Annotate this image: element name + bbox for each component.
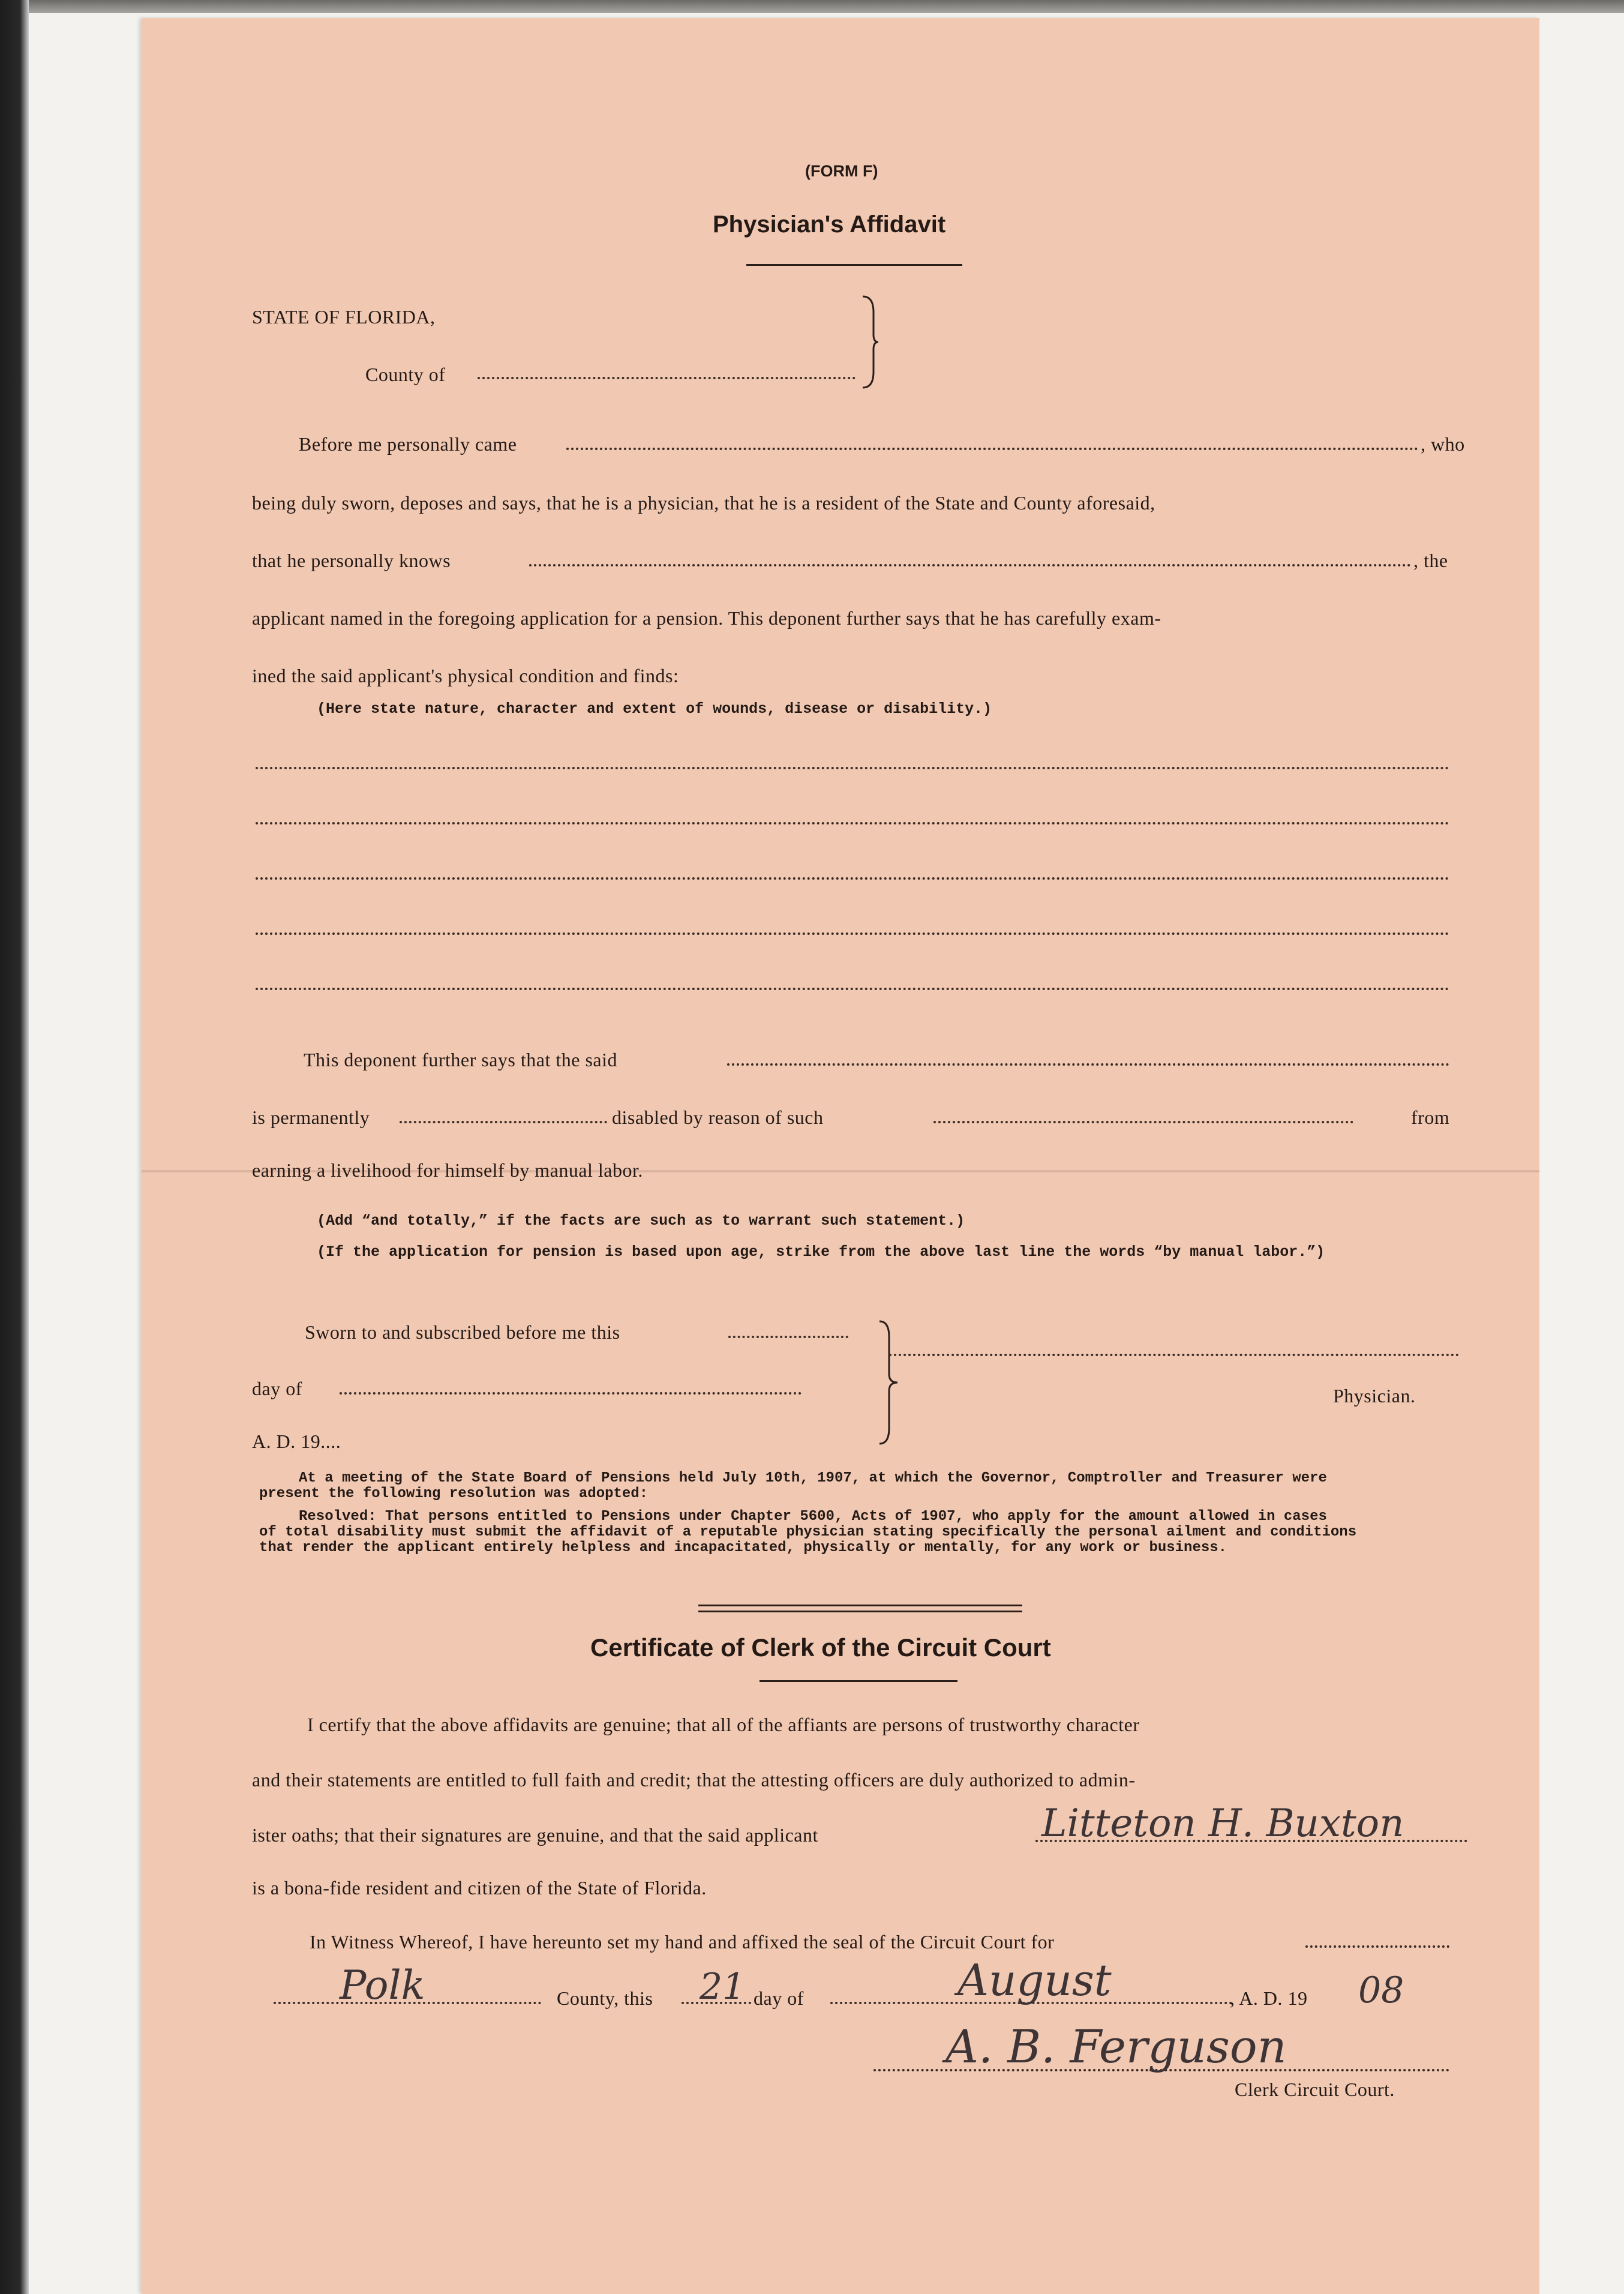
the-text: , the xyxy=(1413,550,1448,571)
earning-text: earning a livelihood for himself by manual labor. xyxy=(252,1159,643,1181)
affiant-name-blank xyxy=(566,448,1418,450)
findings-line xyxy=(256,877,1449,880)
resolution-line: Resolved: That persons entitled to Pensions under Chapter 5600, Acts of 1907, who apply for the amount allowed in cases xyxy=(299,1509,1327,1525)
said-blank xyxy=(727,1063,1449,1066)
day-of-text: day of xyxy=(252,1378,302,1399)
applicant-name-blank xyxy=(529,564,1411,566)
page-title: Physician's Affidavit xyxy=(713,211,946,238)
certificate-line3: ister oaths; that their signatures are genuine, and that the said applicant xyxy=(252,1824,818,1846)
cert-ad-text: , A. D. 19 xyxy=(1230,1987,1308,2009)
disabled-blank xyxy=(933,1121,1353,1123)
applicant-name-handwritten: Litteton H. Buxton xyxy=(1041,1801,1404,1846)
certificate-line4: is a bona-fide resident and citizen of the State of Florida. xyxy=(252,1877,707,1899)
state-line: STATE OF FLORIDA, xyxy=(252,306,436,328)
year-handwritten: 08 xyxy=(1358,1969,1404,2011)
cert-day-of-text: day of xyxy=(754,1987,804,2009)
county-label: County of xyxy=(365,364,446,385)
certificate-line2: and their statements are entitled to full faith and credit; that the attesting officers are duly authorized to admin- xyxy=(252,1769,1136,1791)
brace-icon xyxy=(877,1319,901,1446)
sworn-month-blank xyxy=(340,1392,802,1395)
double-rule xyxy=(698,1605,1022,1606)
ad-text: A. D. 19.... xyxy=(252,1431,341,1452)
from-text: from xyxy=(1411,1106,1450,1128)
findings-line xyxy=(256,988,1449,990)
witness-text: In Witness Whereof, I have hereunto set my hand and affixed the seal of the Circuit Court for xyxy=(310,1931,1055,1953)
sworn-day-blank xyxy=(728,1336,848,1338)
county-name-handwritten: Polk xyxy=(340,1962,425,2008)
sworn-text: Sworn to and subscribed before me this xyxy=(305,1321,620,1343)
knows-text: that he personally knows xyxy=(252,550,451,571)
para1-line2: being duly sworn, deposes and says, that he is a physician, that he is a resident of the State and County aforesaid, xyxy=(252,492,1155,514)
clerk-signature-handwritten: A. B. Ferguson xyxy=(945,2020,1287,2073)
para1-line4: applicant named in the foregoing application for a pension. This deponent further says that he has carefully exam- xyxy=(252,607,1161,629)
physician-signature-line xyxy=(889,1354,1459,1356)
form-label: (FORM F) xyxy=(805,162,878,180)
day-handwritten: 21 xyxy=(700,1966,746,2008)
findings-line xyxy=(256,932,1449,935)
add-note: (Add “and totally,” if the facts are such as to warrant such statement.) xyxy=(317,1212,965,1230)
double-rule xyxy=(698,1611,1022,1612)
scan-edge-left xyxy=(0,0,29,2294)
title-rule xyxy=(746,264,962,266)
clerk-label: Clerk Circuit Court. xyxy=(1235,2079,1395,2100)
para1-note: (Here state nature, character and extent of wounds, disease or disability.) xyxy=(317,700,992,718)
resolution-line: present the following resolution was adopted: xyxy=(259,1486,649,1502)
findings-line xyxy=(256,822,1449,824)
certificate-line1: I certify that the above affidavits are genuine; that all of the affiants are persons of trustworthy character xyxy=(307,1714,1140,1735)
resolution-line: At a meeting of the State Board of Pensions held July 10th, 1907, at which the Governor, Comptroller and Treasurer were xyxy=(299,1470,1327,1486)
certificate-title: Certificate of Clerk of the Circuit Court xyxy=(590,1633,1051,1662)
para1-line5: ined the said applicant's physical condition and finds: xyxy=(252,665,679,686)
scan-edge-top xyxy=(0,0,1624,13)
age-note: (If the application for pension is based upon age, strike from the above last line the words “by manual labor.”) xyxy=(317,1243,1325,1261)
resolution-line: of total disability must submit the affidavit of a reputable physician stating specifically the personal ailment and conditions xyxy=(259,1524,1357,1540)
physician-label: Physician. xyxy=(1333,1385,1416,1407)
county-this-text: County, this xyxy=(557,1987,653,2009)
month-handwritten: August xyxy=(957,1955,1112,2005)
further-text: This deponent further says that the said xyxy=(304,1049,617,1070)
affidavit-document xyxy=(142,18,1539,2294)
before-me-text: Before me personally came xyxy=(299,433,517,455)
disabled-text: disabled by reason of such xyxy=(612,1106,824,1128)
permanently-blank xyxy=(400,1121,607,1123)
certificate-title-rule xyxy=(760,1680,957,1682)
permanently-text: is permanently xyxy=(252,1106,370,1128)
findings-line xyxy=(256,767,1449,769)
who-text: , who xyxy=(1421,433,1465,455)
witness-blank xyxy=(1305,1945,1449,1948)
brace-icon xyxy=(860,294,879,390)
county-blank xyxy=(478,377,855,379)
resolution-line: that render the applicant entirely helpless and incapacitated, physically or mentally, for any work or business. xyxy=(259,1540,1227,1556)
